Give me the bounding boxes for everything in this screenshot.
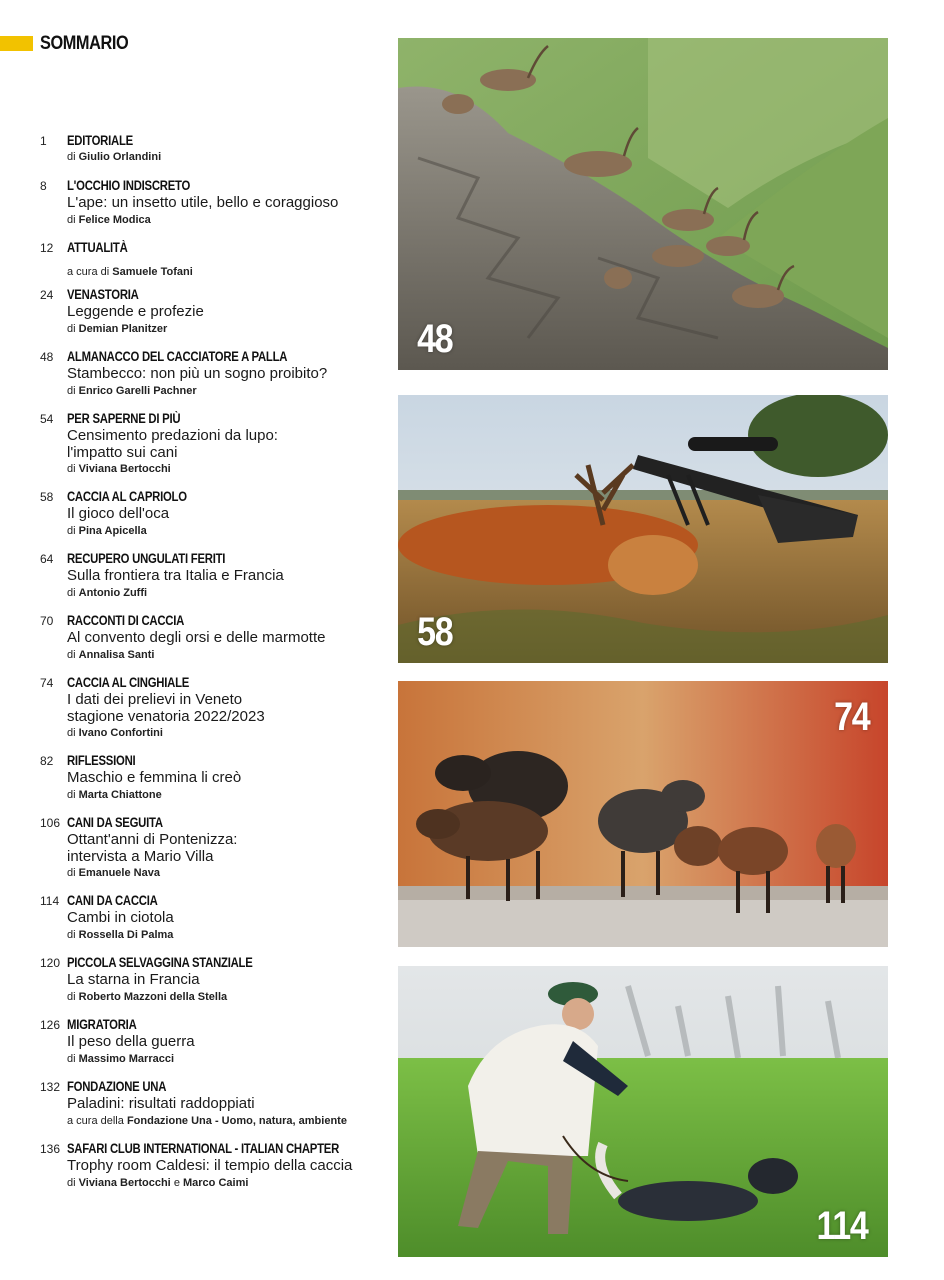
entry-author: Enrico Garelli Pachner bbox=[78, 384, 197, 397]
entry-author: Marta Chiattone bbox=[78, 788, 162, 801]
entry-title: Cambi in ciotola bbox=[67, 909, 174, 926]
entry-title: Il gioco dell'oca bbox=[67, 505, 170, 522]
entry-byline bbox=[67, 322, 387, 337]
entry-byline bbox=[67, 928, 387, 943]
entry-page-number: 132 bbox=[40, 1080, 61, 1094]
entry-page-number: 106 bbox=[40, 816, 61, 830]
entry-byline bbox=[67, 384, 387, 399]
entry-byline bbox=[67, 586, 387, 601]
entry-page-number: 8 bbox=[40, 179, 47, 193]
entry-section: ALMANACCO DEL CACCIATORE A PALLA bbox=[67, 349, 288, 364]
entry-byline bbox=[67, 524, 387, 539]
entry-section: CACCIA AL CAPRIOLO bbox=[67, 489, 187, 504]
entry-byline bbox=[67, 648, 387, 663]
byline-prefix: di bbox=[67, 867, 76, 879]
entry-page-number: 12 bbox=[40, 241, 54, 255]
byline-prefix: di bbox=[67, 648, 76, 661]
byline-prefix: di bbox=[67, 213, 76, 226]
entry-title: Leggende e profezie bbox=[67, 303, 204, 320]
entry-page-number: 1 bbox=[40, 134, 47, 148]
entry-byline bbox=[67, 462, 387, 477]
byline-prefix: di bbox=[67, 151, 76, 163]
entry-author: Viviana Bertocchi bbox=[78, 463, 171, 475]
entry-page-number: 24 bbox=[40, 288, 54, 302]
photo-page-number: 48 bbox=[417, 317, 453, 361]
entry-author: Rossella Di Palma bbox=[78, 928, 174, 941]
entry-page-number: 48 bbox=[40, 350, 54, 364]
entry-section: RACCONTI DI CACCIA bbox=[67, 613, 185, 628]
entry-author: Antonio Zuffi bbox=[78, 586, 148, 599]
byline-prefix: di bbox=[67, 1052, 76, 1065]
entry-byline bbox=[67, 1176, 387, 1191]
ibex-herd-on-mountain-photo bbox=[398, 38, 888, 370]
entry-author: Annalisa Santi bbox=[78, 648, 155, 661]
photo-roe-deer[interactable] bbox=[398, 395, 888, 663]
byline-prefix: di bbox=[67, 928, 76, 941]
entry-author: Viviana Bertocchi bbox=[78, 1176, 171, 1189]
entry-section: CACCIA AL CINGHIALE bbox=[67, 675, 190, 690]
byline-prefix: a cura di bbox=[67, 266, 110, 278]
entry-page-number: 54 bbox=[40, 412, 54, 426]
byline-prefix: a cura della bbox=[67, 1114, 124, 1127]
entry-title: Paladini: risultati raddoppiati bbox=[67, 1095, 255, 1112]
entry-title: I dati dei prelievi in Veneto stagione venatoria 2022/2023 bbox=[67, 691, 265, 725]
entry-section: L'OCCHIO INDISCRETO bbox=[67, 178, 191, 193]
entry-page-number: 64 bbox=[40, 552, 54, 566]
entry-byline bbox=[67, 1114, 387, 1129]
hunter-with-setter-dog-photo bbox=[398, 966, 888, 1257]
entry-author: Fondazione Una - Uomo, natura, ambiente bbox=[126, 1114, 347, 1127]
entry-author: Pina Apicella bbox=[78, 524, 147, 537]
entry-author: Felice Modica bbox=[78, 213, 151, 226]
entry-byline bbox=[67, 990, 387, 1005]
entry-page-number: 126 bbox=[40, 1018, 61, 1032]
entry-page-number: 74 bbox=[40, 676, 54, 690]
entry-title: La starna in Francia bbox=[67, 971, 200, 988]
entry-section: RECUPERO UNGULATI FERITI bbox=[67, 551, 226, 566]
entry-byline bbox=[67, 150, 387, 165]
entry-title: Il peso della guerra bbox=[67, 1033, 195, 1050]
entry-page-number: 120 bbox=[40, 956, 61, 970]
entry-author: Giulio Orlandini bbox=[78, 151, 162, 163]
entry-byline bbox=[67, 866, 387, 881]
entry-section: FONDAZIONE UNA bbox=[67, 1079, 167, 1094]
entry-page-number: 136 bbox=[40, 1142, 61, 1156]
entry-section: VENASTORIA bbox=[67, 287, 139, 302]
byline-prefix: di bbox=[67, 788, 76, 801]
entry-byline bbox=[67, 213, 387, 228]
entry-title: Maschio e femmina li creò bbox=[67, 769, 242, 786]
entry-title: Trophy room Caldesi: il tempio della caccia bbox=[67, 1157, 353, 1174]
entry-section: RIFLESSIONI bbox=[67, 753, 136, 768]
entry-byline bbox=[67, 726, 387, 741]
byline-prefix: di bbox=[67, 524, 76, 537]
entry-author: Emanuele Nava bbox=[78, 867, 160, 879]
entry-page-number: 70 bbox=[40, 614, 54, 628]
photo-wild-boar[interactable] bbox=[398, 681, 888, 947]
entry-section: CANI DA SEGUITA bbox=[67, 815, 163, 830]
entry-section: ATTUALITÀ bbox=[67, 240, 128, 255]
entry-author: Samuele Tofani bbox=[112, 266, 193, 278]
byline-prefix: di bbox=[67, 1176, 76, 1189]
entry-author: Roberto Mazzoni della Stella bbox=[78, 990, 228, 1003]
entry-page-number: 114 bbox=[40, 894, 60, 908]
photo-page-number: 114 bbox=[816, 1204, 868, 1248]
entry-byline bbox=[67, 1052, 387, 1067]
byline-prefix: di bbox=[67, 727, 76, 739]
entry-page-number: 82 bbox=[40, 754, 54, 768]
entry-section: MIGRATORIA bbox=[67, 1017, 137, 1032]
entry-title: Sulla frontiera tra Italia e Francia bbox=[67, 567, 284, 584]
entry-title: Al convento degli orsi e delle marmotte bbox=[67, 629, 326, 646]
entry-page-number: 58 bbox=[40, 490, 54, 504]
entry-author: Demian Planitzer bbox=[78, 322, 168, 335]
entry-author: Massimo Marracci bbox=[78, 1052, 175, 1065]
byline-prefix: di bbox=[67, 586, 76, 599]
table-of-contents bbox=[0, 0, 392, 1280]
byline-prefix: di bbox=[67, 990, 76, 1003]
entry-title: Censimento predazioni da lupo: l'impatto sui cani bbox=[67, 427, 278, 461]
byline-prefix: di bbox=[67, 322, 76, 335]
entry-section: EDITORIALE bbox=[67, 133, 133, 148]
entry-section: CANI DA CACCIA bbox=[67, 893, 158, 908]
photo-page-number: 58 bbox=[417, 610, 453, 654]
entry-title: Stambecco: non più un sogno proibito? bbox=[67, 365, 328, 382]
entry-section: PICCOLA SELVAGGINA STANZIALE bbox=[67, 955, 253, 970]
entry-title: Ottant'anni di Pontenizza: intervista a Mario Villa bbox=[67, 831, 238, 865]
byline-prefix: di bbox=[67, 463, 76, 475]
roe-deer-and-rifle-photo bbox=[398, 395, 888, 663]
photo-page-number: 74 bbox=[833, 695, 869, 739]
wild-boar-family-photo bbox=[398, 681, 888, 947]
entry-title: L'ape: un insetto utile, bello e coraggioso bbox=[67, 194, 339, 211]
photo-ibex[interactable] bbox=[398, 38, 888, 370]
entry-author: Ivano Confortini bbox=[78, 727, 163, 739]
photo-hunter-dog[interactable] bbox=[398, 966, 888, 1257]
byline-prefix: di bbox=[67, 384, 76, 397]
entry-section: SAFARI CLUB INTERNATIONAL - ITALIAN CHAPTER bbox=[67, 1141, 340, 1156]
entry-section: PER SAPERNE DI PIÙ bbox=[67, 411, 181, 426]
entry-byline bbox=[67, 265, 387, 280]
byline-joiner: e bbox=[173, 1176, 180, 1189]
entry-byline bbox=[67, 788, 387, 803]
page-title: SOMMARIO bbox=[40, 33, 129, 54]
entry-author: Marco Caimi bbox=[183, 1176, 249, 1189]
